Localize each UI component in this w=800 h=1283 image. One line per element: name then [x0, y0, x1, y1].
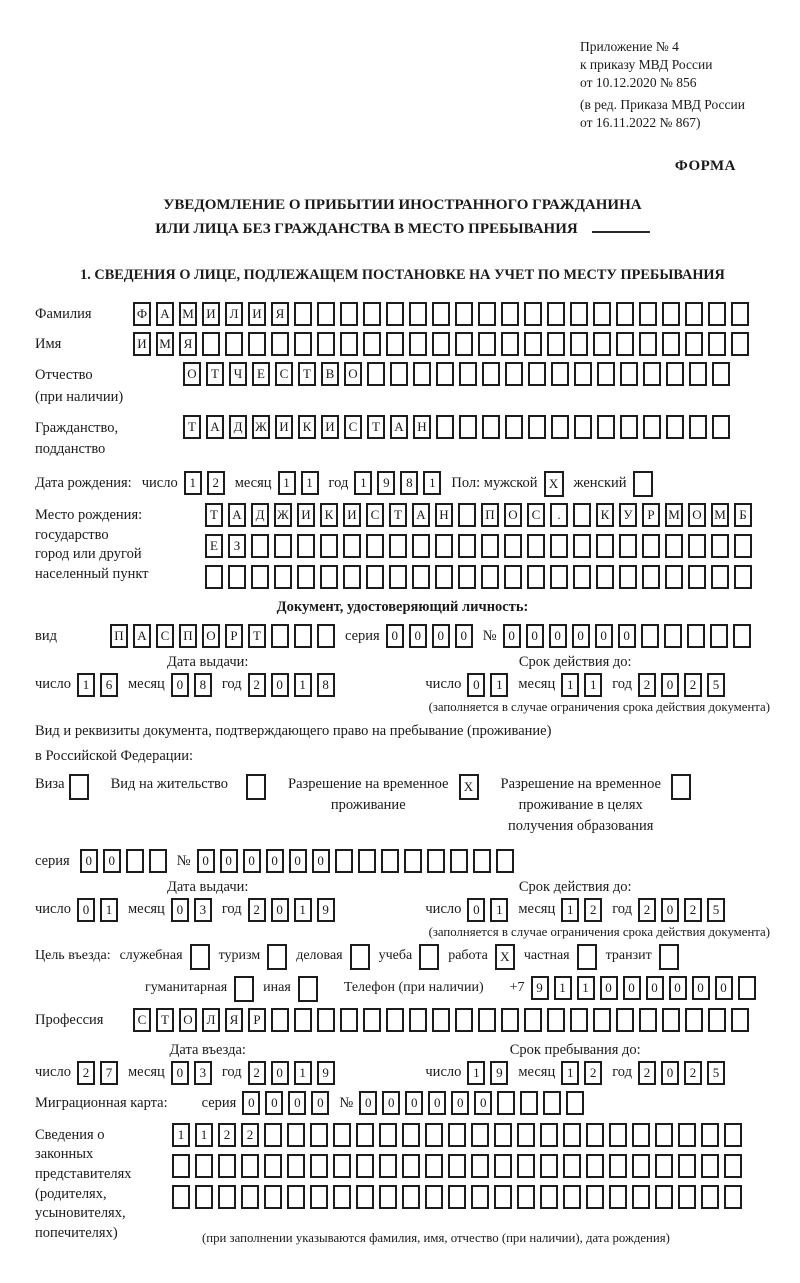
purpose-work-checkbox[interactable]: X: [495, 944, 515, 970]
edition-line: (в ред. Приказа МВД России: [580, 97, 745, 113]
appendix-line: к приказу МВД России: [580, 56, 713, 72]
residence-expiry-month-cells[interactable]: 1 2: [561, 898, 602, 922]
surname-cells[interactable]: Ф А М И Л И Я: [133, 302, 749, 326]
issue-date-heading: Дата выдачи:: [167, 654, 249, 671]
purpose-private-checkbox[interactable]: [577, 944, 597, 970]
patronymic-cells[interactable]: О Т Ч Е С Т В О: [183, 362, 730, 386]
doc-number-label: №: [482, 628, 497, 645]
birthplace-cells-row-1[interactable]: Т А Д Ж И К И С Т А Н П О С . К У Р М О М Б: [205, 503, 752, 527]
issue-day-cells[interactable]: 1 6: [77, 673, 118, 697]
residence-doc-series-row: [35, 849, 770, 873]
doc-series-cells[interactable]: 0 0 0 0: [386, 624, 473, 648]
birth-month-label: месяц: [234, 475, 272, 492]
purpose-option-humanitarian: гуманитарная: [145, 976, 254, 1002]
purpose-row-2: [35, 976, 770, 1002]
sex-male-checkbox[interactable]: X: [544, 471, 564, 497]
residence-issue-day-cells[interactable]: 0 1: [77, 898, 118, 922]
profession-label: Профессия: [35, 1011, 104, 1028]
temp-residence-edu-label: Разрешение на временное проживание в целях получения образования: [500, 775, 661, 834]
purpose-label: Цель въезда:: [35, 947, 111, 963]
guardians-label: Сведения о законных представителях (родителях, усыновителях, попечителях): [35, 1126, 132, 1241]
phone-prefix: +7: [509, 979, 525, 995]
entry-month-cells[interactable]: 0 3: [171, 1061, 212, 1085]
migration-series-cells[interactable]: 0 0 0 0: [242, 1091, 329, 1115]
residence-doc-options: [35, 774, 770, 837]
stay-until-heading: Срок пребывания до:: [509, 1041, 641, 1058]
phone-cells[interactable]: 9 1 1 0 0 0 0 0 0: [531, 976, 756, 1000]
entry-year-cells[interactable]: 2 0 1 9: [248, 1061, 335, 1085]
purpose-option-private: частная: [524, 944, 597, 970]
purpose-option-transit: транзит: [606, 944, 679, 970]
birthplace-cells-row-3[interactable]: [205, 565, 752, 589]
issue-month-cells[interactable]: 0 8: [171, 673, 212, 697]
profession-cells[interactable]: С Т О Л Я Р: [133, 1008, 749, 1032]
title-line-2: ИЛИ ЛИЦА БЕЗ ГРАЖДАНСТВА В МЕСТО ПРЕБЫВАНИЯ: [35, 217, 770, 241]
stay-day-cells[interactable]: 1 9: [467, 1061, 508, 1085]
guardians-note: (при заполнении указываются фамилия, имя, отчество (при наличии), дата рождения): [202, 1230, 670, 1245]
identity-doc-heading: Документ, удостоверяющий личность:: [276, 599, 529, 616]
citizenship-label: Гражданство, подданство: [35, 419, 119, 458]
sex-female-label: женский: [573, 475, 627, 492]
temp-residence-edu-checkbox[interactable]: [671, 774, 691, 800]
residence-series-label: серия: [35, 852, 70, 869]
citizenship-row: [35, 415, 770, 462]
purpose-business-checkbox[interactable]: [190, 944, 210, 970]
migration-number-cells[interactable]: 0 0 0 0 0 0: [359, 1091, 584, 1115]
birth-date-row: [35, 471, 770, 497]
residence-expiry-year-cells[interactable]: 2 0 2 5: [638, 898, 725, 922]
phone-label: Телефон (при наличии): [343, 979, 484, 995]
guardians-row: [35, 1123, 770, 1247]
purpose-option-work: работа X: [448, 944, 515, 970]
residence-permit-option: [111, 774, 266, 800]
visa-checkbox[interactable]: [69, 774, 89, 800]
section-1-heading: 1. СВЕДЕНИЯ О ЛИЦЕ, ПОДЛЕЖАЩЕМ ПОСТАНОВКЕ НА УЧЕТ ПО МЕСТУ ПРЕБЫВАНИЯ: [80, 267, 725, 284]
guardians-cells-row-1[interactable]: 1 1 2 2: [172, 1123, 742, 1147]
purpose-option-commercial: деловая: [296, 944, 369, 970]
patronymic-label: Отчество (при наличии): [35, 367, 124, 405]
residence-issue-year-cells[interactable]: 2 0 1 9: [248, 898, 335, 922]
migration-card-row: [35, 1091, 770, 1115]
stay-year-cells[interactable]: 2 0 2 5: [638, 1061, 725, 1085]
given-name-cells[interactable]: И М Я: [133, 332, 749, 356]
purpose-transit-checkbox[interactable]: [659, 944, 679, 970]
residence-permit-label: Вид на жительство: [110, 775, 229, 792]
migration-card-label: Миграционная карта:: [35, 1094, 168, 1111]
doc-series-label: серия: [345, 628, 380, 645]
purpose-study-checkbox[interactable]: [419, 944, 439, 970]
profession-row: [35, 1008, 770, 1032]
surname-label: Фамилия: [35, 306, 92, 323]
birth-year-label: год: [328, 475, 349, 492]
purpose-commercial-checkbox[interactable]: [350, 944, 370, 970]
purpose-option-other: иная: [263, 976, 318, 1002]
residence-expiry-heading: Срок действия до:: [518, 878, 632, 895]
doc-kind-cells[interactable]: П А С П О Р Т: [110, 624, 335, 648]
doc-number-cells[interactable]: 0 0 0 0 0 0: [503, 624, 751, 648]
visa-option: [35, 774, 89, 800]
issue-year-cells[interactable]: 2 0 1 8: [248, 673, 335, 697]
sex-male-label: Пол: мужской: [451, 475, 538, 492]
patronymic-row: [35, 362, 770, 409]
residence-permit-checkbox[interactable]: [246, 774, 266, 800]
residence-issue-heading: Дата выдачи:: [167, 878, 249, 895]
appendix-line: от 10.12.2020 № 856: [580, 74, 697, 90]
given-name-row: [35, 332, 770, 356]
migration-series-label: серия: [201, 1094, 237, 1111]
document-title: [35, 193, 770, 241]
residence-number-cells[interactable]: 0 0 0 0 0 0: [197, 849, 514, 873]
expiry-note: (заполняется в случае ограничения срока действия документа): [428, 700, 770, 715]
expiry-month-cells[interactable]: 1 1: [561, 673, 602, 697]
purpose-option-tourism: туризм: [219, 944, 288, 970]
birthplace-label: Место рождения: государство город или другой населенный пункт: [35, 507, 149, 582]
identity-doc-row: [35, 624, 770, 648]
expiry-year-cells[interactable]: 2 0 2 5: [638, 673, 725, 697]
residence-issue-month-cells[interactable]: 0 3: [171, 898, 212, 922]
purpose-other-checkbox[interactable]: [298, 976, 318, 1002]
temp-residence-option: [288, 774, 478, 816]
appendix-block: [580, 38, 770, 132]
purpose-option-business: служебная: [120, 944, 210, 970]
birth-date-label: Дата рождения:: [35, 475, 132, 492]
birthplace-cells-row-2[interactable]: Е З: [205, 534, 752, 558]
stay-month-cells[interactable]: 1 2: [561, 1061, 602, 1085]
purpose-option-study: учеба: [379, 944, 440, 970]
birth-year-cells[interactable]: 1 9 8 1: [354, 471, 441, 495]
doc-kind-label: вид: [35, 628, 57, 645]
temp-residence-checkbox[interactable]: X: [459, 774, 479, 800]
entry-date-heading: Дата въезда:: [169, 1041, 246, 1058]
edition-line: от 16.11.2022 № 867): [580, 115, 701, 131]
expiry-day-cells[interactable]: 0 1: [467, 673, 508, 697]
entry-day-cells[interactable]: 2 7: [77, 1061, 118, 1085]
surname-row: [35, 302, 770, 326]
form-label: ФОРМА: [674, 158, 736, 175]
entry-stay-dates: Дата въезда: число 2 7 месяц 0 3 год 2 0 1 9 Срок пребывания до: число 1 9 месяц 1 2 год 2 0 2 5: [35, 1042, 770, 1085]
visa-label: Виза: [35, 775, 65, 792]
purpose-row-1: [35, 944, 770, 970]
title-line-1: УВЕДОМЛЕНИЕ О ПРИБЫТИИ ИНОСТРАННОГО ГРАЖДАНИНА: [163, 197, 642, 214]
citizenship-cells[interactable]: Т А Д Ж И К И С Т А Н: [183, 415, 730, 439]
temp-residence-edu-option: [501, 774, 691, 837]
birthplace-row: [35, 503, 770, 589]
identity-doc-dates: Дата выдачи: число 1 6 месяц 0 8 год 2 0 1 8 Срок действия до: число 0 1 месяц 1 1 год 2 0 2 5 (заполняется в случае ограничения срока действия документа): [35, 654, 770, 715]
appendix-line: Приложение № 4: [580, 39, 679, 54]
residence-number-label: №: [176, 852, 191, 869]
residence-expiry-note: (заполняется в случае ограничения срока действия документа): [428, 924, 770, 939]
residence-doc-dates: Дата выдачи: число 0 1 месяц 0 3 год 2 0 1 9 Срок действия до: число 0 1 месяц 1 2 год 2 0 2 5 (заполняется в случае ограничения срока действия документа): [35, 878, 770, 939]
birth-day-label: число: [141, 475, 178, 492]
purpose-humanitarian-checkbox[interactable]: [234, 976, 254, 1002]
residence-series-cells[interactable]: 0 0: [80, 849, 167, 873]
purpose-tourism-checkbox[interactable]: [267, 944, 287, 970]
sex-female-checkbox[interactable]: [633, 471, 653, 497]
temp-residence-label: Разрешение на временное проживание: [288, 775, 449, 813]
title-underline: [592, 231, 650, 233]
guardians-cells-row-2[interactable]: [172, 1154, 742, 1178]
migration-number-label: №: [339, 1094, 354, 1111]
given-name-label: Имя: [35, 336, 62, 353]
birth-day-cells[interactable]: 1 2: [184, 471, 225, 495]
residence-expiry-day-cells[interactable]: 0 1: [467, 898, 508, 922]
expiry-date-heading: Срок действия до:: [518, 654, 632, 671]
birth-month-cells[interactable]: 1 1: [278, 471, 319, 495]
residence-doc-intro: Вид и реквизиты документа, подтверждающего право на пребывание (проживание) в Российской Федерации:: [35, 723, 552, 765]
guardians-cells-row-3[interactable]: [172, 1185, 742, 1209]
